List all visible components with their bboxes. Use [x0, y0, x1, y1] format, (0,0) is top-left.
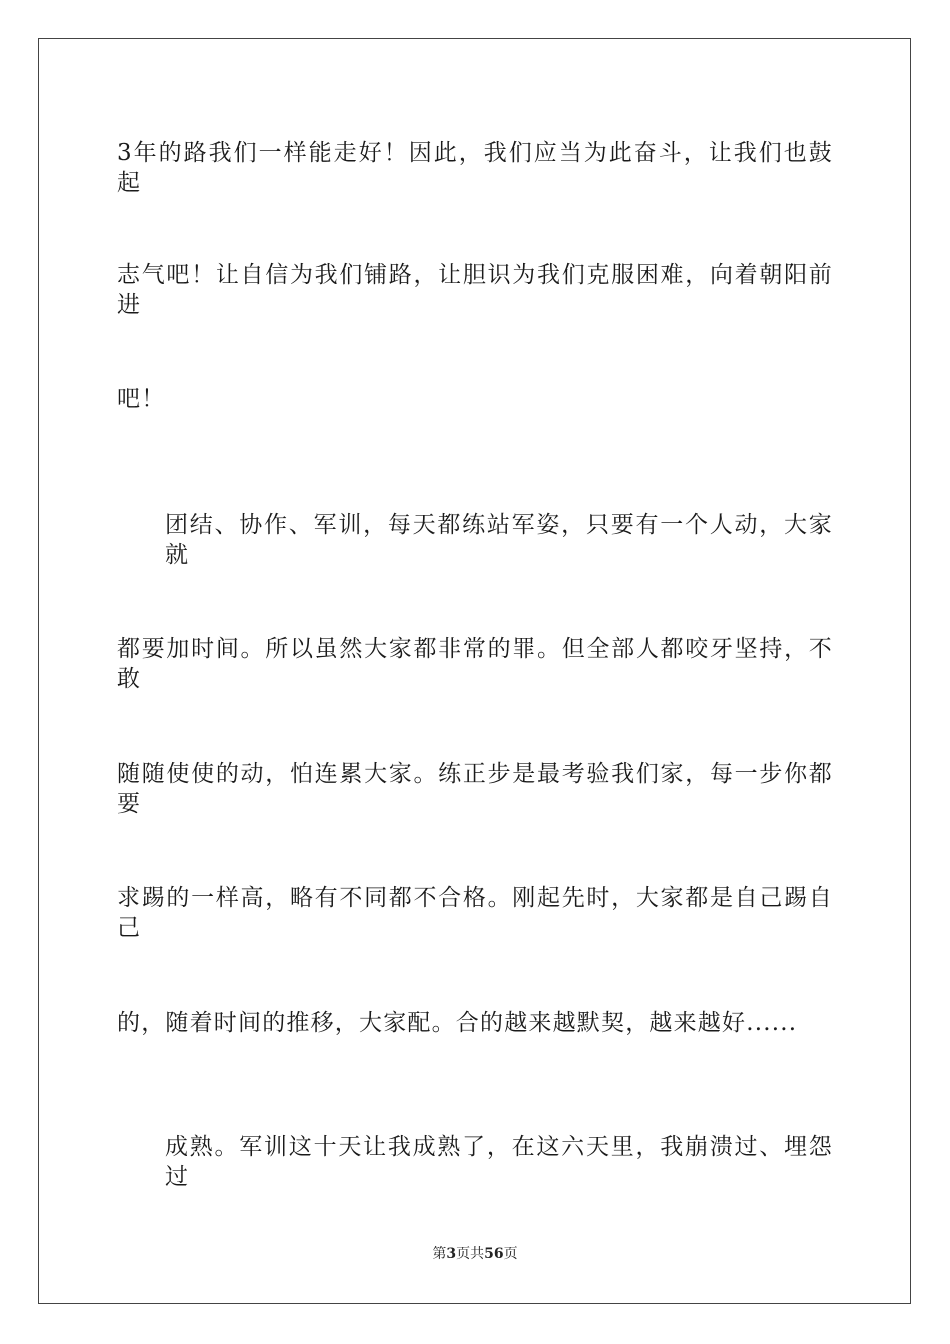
paragraph-2-line-3: 随随使使的动，怕连累大家。练正步是最考验我们家，每一步你都要 — [117, 761, 833, 817]
paragraph-2-line-5: 的，随着时间的推移，大家配。合的越来越默契，越来越好...... — [117, 1010, 798, 1036]
paragraph-2-line-2: 都要加时间。所以虽然大家都非常的罪。但全部人都咬牙坚持，不敢 — [117, 636, 833, 692]
footer-page-prefix: 第 — [432, 1246, 447, 1262]
paragraph-2-line-4: 求踢的一样高，略有不同都不合格。刚起先时，大家都是自己踢自己 — [117, 885, 833, 941]
footer-total-prefix: 共 — [470, 1246, 485, 1262]
paragraph-2-line-1: 团结、协作、军训，每天都练站军姿，只要有一个人动，大家就 — [165, 512, 833, 568]
page-footer — [0, 1245, 950, 1263]
text-line-3: 吧！ — [117, 386, 166, 412]
footer-total-number: 56 — [484, 1246, 504, 1262]
footer-page-number: 3 — [446, 1246, 457, 1262]
footer-page-suffix: 页 — [456, 1246, 471, 1262]
text-line-1: 3年的路我们一样能走好！因此，我们应当为此奋斗，让我们也鼓起 — [117, 140, 833, 196]
footer-total-suffix: 页 — [503, 1246, 518, 1262]
paragraph-3-line-1: 成熟。军训这十天让我成熟了，在这六天里，我崩溃过、埋怨过 — [165, 1134, 833, 1190]
text-line-2: 志气吧！让自信为我们铺路，让胆识为我们克服困难，向着朝阳前进 — [117, 262, 833, 318]
